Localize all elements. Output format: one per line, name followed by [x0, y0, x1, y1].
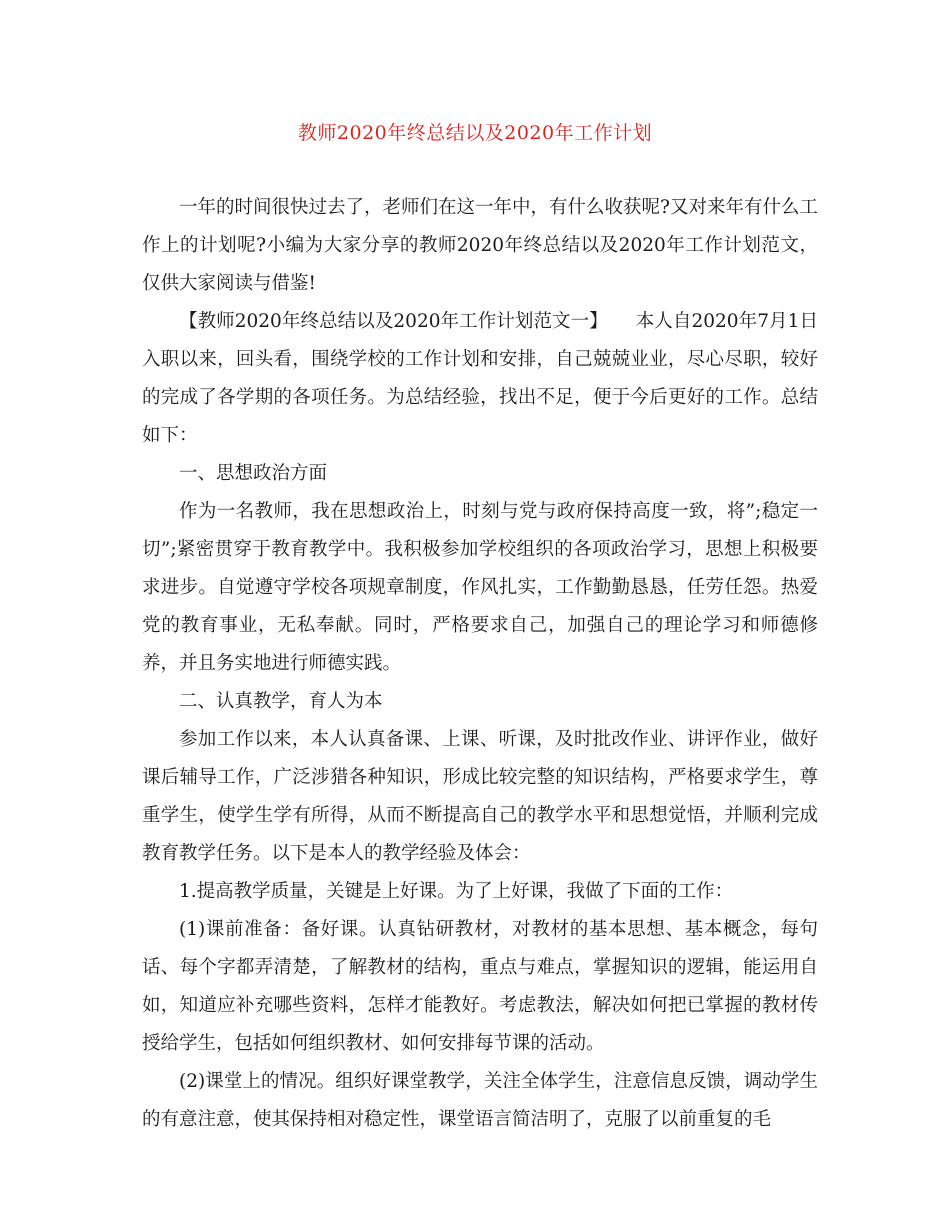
paragraph-point-one: 1.提高教学质量，关键是上好课。为了上好课，我做了下面的工作： — [179, 881, 734, 902]
paragraph-point-one-sub-one: (1)课前准备：备好课。认真钻研教材，对教材的基本思想、基本概念，每句话、每个字都弄清楚，了解教材的结构，重点与难点，掌握知识的逻辑，能运用自如，知道应补充哪些资料，怎样才能教好。考虑教法，解决如何把已掌握的教材传授给学生，包括如何组织教材、如何安排每节课的活动。 — [142, 919, 818, 1054]
document-body — [142, 189, 818, 1139]
section-heading-political: 一、思想政治方面 — [179, 463, 328, 484]
paragraph-point-one-sub-two: (2)课堂上的情况。组织好课堂教学，关注全体学生，注意信息反馈，调动学生的有意注意，使其保持相对稳定性，课堂语言简洁明了，克服了以前重复的毛 — [142, 1071, 818, 1130]
document-title: 教师2020年终总结以及2020年工作计划 — [297, 122, 653, 144]
paragraph-intro: 一年的时间很快过去了，老师们在这一年中，有什么收获呢?又对来年有什么工作上的计划呢?小编为大家分享的教师2020年终总结以及2020年工作计划范文，仅供大家阅读与借鉴! — [142, 197, 818, 294]
paragraph-teaching: 参加工作以来，本人认真备课、上课、听课，及时批改作业、讲评作业，做好课后辅导工作，广泛涉猎各种知识，形成比较完整的知识结构，严格要求学生，尊重学生，使学生学有所得，从而不断提高自己的教学水平和思想觉悟，并顺利完成教育教学任务。以下是本人的教学经验及体会： — [142, 729, 818, 864]
paragraph-sample-one-opening: 【教师2020年终总结以及2020年工作计划范文一】 本人自2020年7月1日入职以来，回头看，围绕学校的工作计划和安排，自己兢兢业业，尽心尽职，较好的完成了各学期的各项任务。为总结经验，找出不足，便于今后更好的工作。总结如下： — [142, 311, 818, 446]
section-heading-teaching: 二、认真教学，育人为本 — [179, 691, 383, 712]
paragraph-political: 作为一名教师，我在思想政治上，时刻与党与政府保持高度一致，将”;稳定一切”;紧密贯穿于教育教学中。我积极参加学校组织的各项政治学习，思想上积极要求进步。自觉遵守学校各项规章制度，作风扎实，工作勤勤恳恳，任劳任怨。热爱党的教育事业，无私奉献。同时，严格要求自己，加强自己的理论学习和师德修养，并且务实地进行师德实践。 — [142, 501, 818, 674]
